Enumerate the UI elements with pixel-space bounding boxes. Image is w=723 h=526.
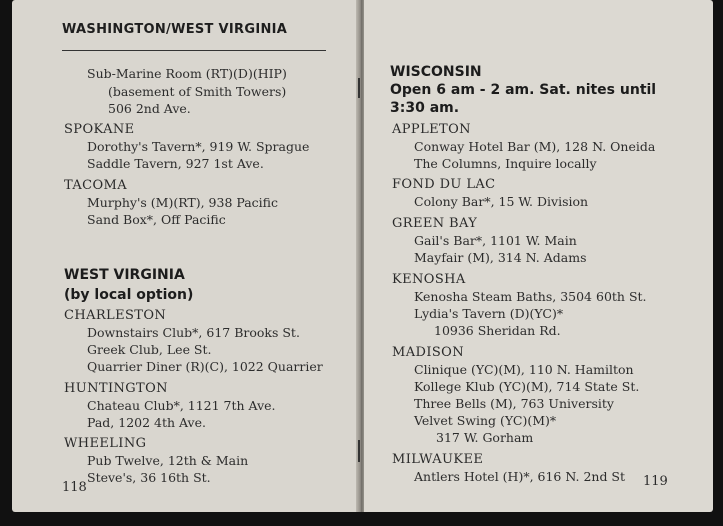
listing-entry: Downstairs Club*, 617 Brooks St. bbox=[87, 325, 300, 340]
city-heading-madison: MADISON bbox=[392, 345, 464, 360]
listing-entry: Conway Hotel Bar (M), 128 N. Oneida bbox=[414, 139, 656, 154]
listing-entry: Pad, 1202 4th Ave. bbox=[87, 415, 206, 430]
listing-entry: Quarrier Diner (R)(C), 1022 Quarrier bbox=[87, 359, 323, 374]
listing-entry: Antlers Hotel (H)*, 616 N. 2nd St bbox=[414, 469, 626, 484]
listing-entry: 506 2nd Ave. bbox=[108, 101, 191, 116]
listing-entry: 317 W. Gorham bbox=[436, 430, 534, 445]
gutter-mark bbox=[358, 78, 360, 98]
listing-entry: Pub Twelve, 12th & Main bbox=[87, 453, 249, 468]
listing-entry: Chateau Club*, 1121 7th Ave. bbox=[87, 398, 276, 413]
header-rule bbox=[62, 50, 326, 51]
state-hours-note: 3:30 am. bbox=[390, 100, 460, 116]
right-page bbox=[364, 0, 713, 512]
state-hours-note: Open 6 am - 2 am. Sat. nites until bbox=[390, 82, 657, 98]
listing-entry: Saddle Tavern, 927 1st Ave. bbox=[87, 156, 264, 171]
listing-entry: Kenosha Steam Baths, 3504 60th St. bbox=[414, 289, 647, 304]
city-heading-green-bay: GREEN BAY bbox=[392, 216, 478, 231]
city-heading-fond-du-lac: FOND DU LAC bbox=[392, 177, 496, 192]
listing-entry: Steve's, 36 16th St. bbox=[87, 470, 211, 485]
listing-entry: Lydia's Tavern (D)(YC)* bbox=[414, 306, 564, 321]
city-heading-spokane: SPOKANE bbox=[64, 122, 135, 137]
city-heading-wheeling: WHEELING bbox=[64, 436, 147, 451]
running-header: WASHINGTON/WEST VIRGINIA bbox=[62, 22, 288, 37]
city-heading-tacoma: TACOMA bbox=[64, 178, 128, 193]
state-heading: WISCONSIN bbox=[390, 64, 482, 80]
city-heading-charleston: CHARLESTON bbox=[64, 308, 167, 323]
listing-entry: Colony Bar*, 15 W. Division bbox=[414, 194, 589, 209]
listing-entry: Kollege Klub (YC)(M), 714 State St. bbox=[414, 379, 640, 394]
city-heading-huntington: HUNTINGTON bbox=[64, 381, 168, 396]
left-page bbox=[12, 0, 358, 512]
listing-entry: The Columns, Inquire locally bbox=[414, 156, 597, 171]
listing-entry: Sand Box*, Off Pacific bbox=[87, 212, 226, 227]
listing-entry: Clinique (YC)(M), 110 N. Hamilton bbox=[414, 362, 634, 377]
page-number: 118 bbox=[62, 480, 87, 495]
page-number: 119 bbox=[643, 474, 668, 489]
state-heading: WEST VIRGINIA bbox=[64, 267, 185, 283]
listing-entry: Velvet Swing (YC)(M)* bbox=[414, 413, 557, 428]
city-heading-kenosha: KENOSHA bbox=[392, 272, 466, 287]
listing-entry: 10936 Sheridan Rd. bbox=[434, 323, 561, 338]
city-heading-milwaukee: MILWAUKEE bbox=[392, 452, 484, 467]
state-note: (by local option) bbox=[64, 287, 194, 303]
gutter-mark bbox=[358, 440, 360, 462]
listing-entry: Dorothy's Tavern*, 919 W. Sprague bbox=[87, 139, 310, 154]
listing-entry: Mayfair (M), 314 N. Adams bbox=[414, 250, 587, 265]
listing-entry: Gail's Bar*, 1101 W. Main bbox=[414, 233, 577, 248]
listing-entry: Three Bells (M), 763 University bbox=[414, 396, 614, 411]
city-heading-appleton: APPLETON bbox=[392, 122, 471, 137]
listing-entry: Greek Club, Lee St. bbox=[87, 342, 212, 357]
listing-entry: Murphy's (M)(RT), 938 Pacific bbox=[87, 195, 279, 210]
listing-entry: Sub-Marine Room (RT)(D)(HIP) bbox=[87, 66, 287, 81]
listing-entry: (basement of Smith Towers) bbox=[108, 84, 287, 99]
